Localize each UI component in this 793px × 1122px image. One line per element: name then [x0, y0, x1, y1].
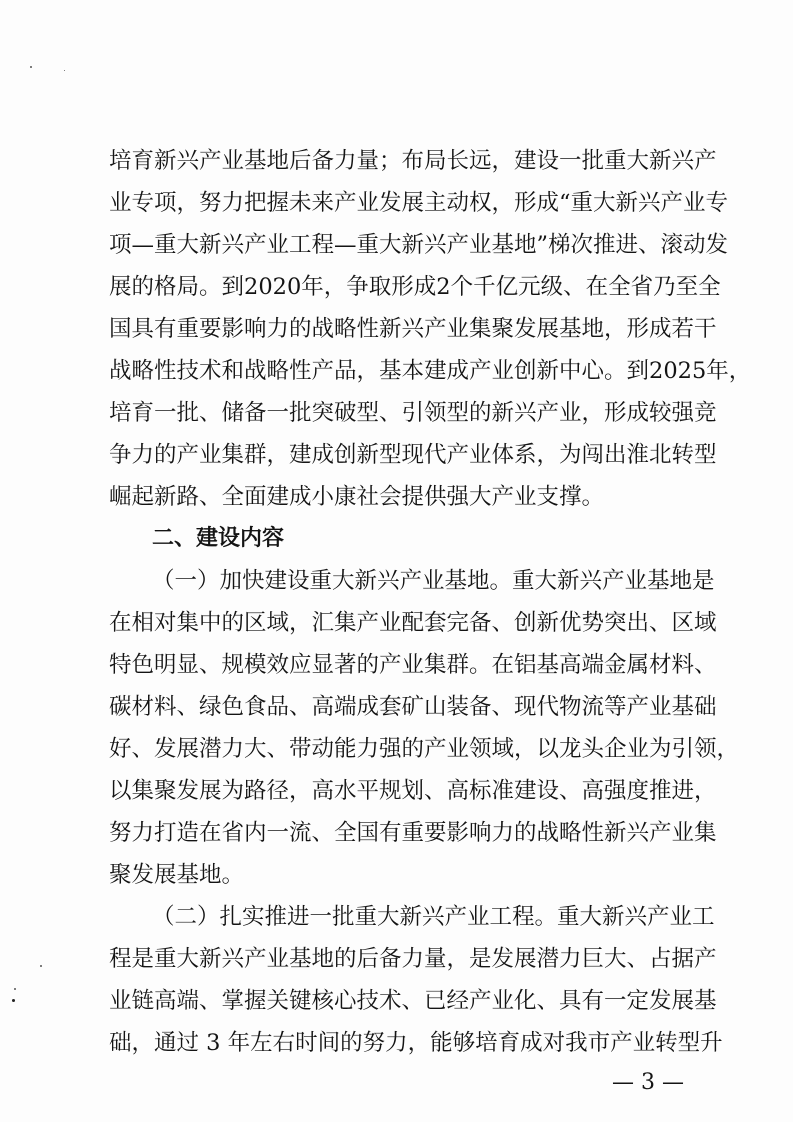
paragraph-2-line: （一）加快建设重大新兴产业基地。重大新兴产业基地是: [152, 568, 715, 594]
scan-speck: [30, 66, 32, 68]
paragraph-1-line: 争力的产业集群，建成创新型现代产业体系，为闯出淮北转型: [109, 442, 717, 468]
paragraph-1-line: 战略性技术和战略性产品，基本建成产业创新中心。到2025年，: [109, 358, 752, 384]
section-heading: 二、建设内容: [152, 526, 285, 551]
paragraph-2-line: 碳材料、绿色食品、高端成套矿山装备、现代物流等产业基础: [109, 694, 717, 720]
paragraph-2-line: 聚发展基地。: [109, 862, 245, 888]
page-number: — 3 —: [612, 1070, 684, 1095]
paragraph-2-line: 好、发展潜力大、带动能力强的产业领域，以龙头企业为引领，: [109, 736, 740, 762]
paragraph-1-line: 培育新兴产业基地后备力量；布局长远，建设一批重大新兴产: [109, 148, 717, 174]
scan-speck: [64, 70, 65, 71]
paragraph-2-line: 以集聚发展为路径，高水平规划、高标准建设、高强度推进，: [109, 778, 717, 804]
paragraph-1-line: 国具有重要影响力的战略性新兴产业集聚发展基地，形成若干: [109, 316, 717, 342]
scan-speck: [14, 988, 16, 990]
scan-speck: [12, 999, 15, 1002]
paragraph-2-line: 努力打造在省内一流、全国有重要影响力的战略性新兴产业集: [109, 820, 717, 846]
paragraph-1-line: 业专项，努力把握未来产业发展主动权，形成“重大新兴产业专: [109, 190, 729, 216]
paragraph-2-line: 在相对集中的区域，汇集产业配套完备、创新优势突出、区域: [109, 610, 717, 636]
paragraph-3-line: 程是重大新兴产业基地的后备力量，是发展潜力巨大、占据产: [109, 946, 717, 972]
paragraph-3-line: （二）扎实推进一批重大新兴产业工程。重大新兴产业工: [152, 904, 715, 930]
paragraph-1-line: 培育一批、储备一批突破型、引领型的新兴产业，形成较强竞: [109, 400, 717, 426]
paragraph-2-line: 特色明显、规模效应显著的产业集群。在铝基高端金属材料、: [109, 652, 717, 678]
paragraph-3-line: 础，通过 3 年左右时间的努力，能够培育成对我市产业转型升: [109, 1030, 723, 1056]
paragraph-1-line: 项—重大新兴产业工程—重大新兴产业基地”梯次推进、滚动发: [109, 232, 729, 258]
paragraph-3-line: 业链高端、掌握关键核心技术、已经产业化、具有一定发展基: [109, 988, 717, 1014]
scan-speck: [40, 965, 42, 967]
paragraph-1-line: 崛起新路、全面建成小康社会提供强大产业支撑。: [109, 484, 605, 510]
paragraph-1-line: 展的格局。到2020年，争取形成2个千亿元级、在全省乃至全: [109, 274, 721, 300]
